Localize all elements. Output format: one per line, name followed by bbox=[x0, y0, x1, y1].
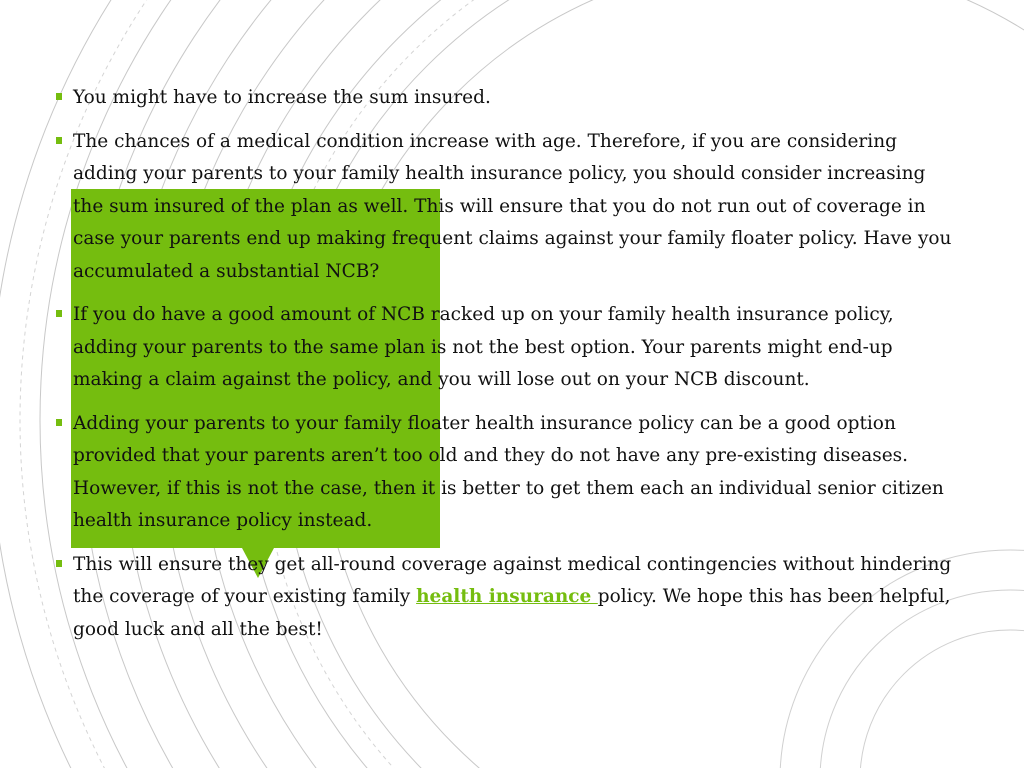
bullet-text: You might have to increase the sum insured. bbox=[73, 87, 491, 108]
square-bullet-icon bbox=[56, 93, 62, 100]
bullet-text: If you do have a good amount of NCB racked up on your family health insurance policy, adding your parents to the same plan is not the best option. Your parents might end-up making a claim against the policy, and you will lose out on your NCB discount. bbox=[73, 304, 894, 390]
bullet-item bbox=[56, 82, 956, 115]
bullet-text-after-link: policy. We hope this has been helpful, good luck and all the best! bbox=[73, 586, 951, 640]
bullet-item bbox=[56, 299, 956, 397]
bullet-item bbox=[56, 549, 956, 647]
bullet-text-before-link: This will ensure they get all-round coverage against medical contingencies without hindering the coverage of your existing family bbox=[73, 553, 952, 607]
health-insurance-link[interactable]: health insurance bbox=[416, 586, 598, 607]
square-bullet-icon bbox=[56, 419, 62, 426]
bullet-item bbox=[56, 408, 956, 538]
bullet-text: The chances of a medical condition increase with age. Therefore, if you are considering adding your parents to your family health insurance policy, you should consider increasing the sum insured of the plan as well. This will ensure that you do not run out of coverage in case your parents end up making frequent claims against your family floater policy. Have you accumulated a substantial NCB? bbox=[73, 130, 952, 282]
square-bullet-icon bbox=[56, 137, 62, 144]
slide-content bbox=[56, 82, 956, 657]
bullet-item bbox=[56, 126, 956, 289]
square-bullet-icon bbox=[56, 310, 62, 317]
bullet-list bbox=[56, 82, 956, 646]
bullet-text: Adding your parents to your family floater health insurance policy can be a good option provided that your parents aren’t too old and they do not have any pre-existing diseases. However, if this is not the case, then it is better to get them each an individual senior citizen health insurance policy instead. bbox=[73, 412, 944, 531]
square-bullet-icon bbox=[56, 560, 62, 567]
